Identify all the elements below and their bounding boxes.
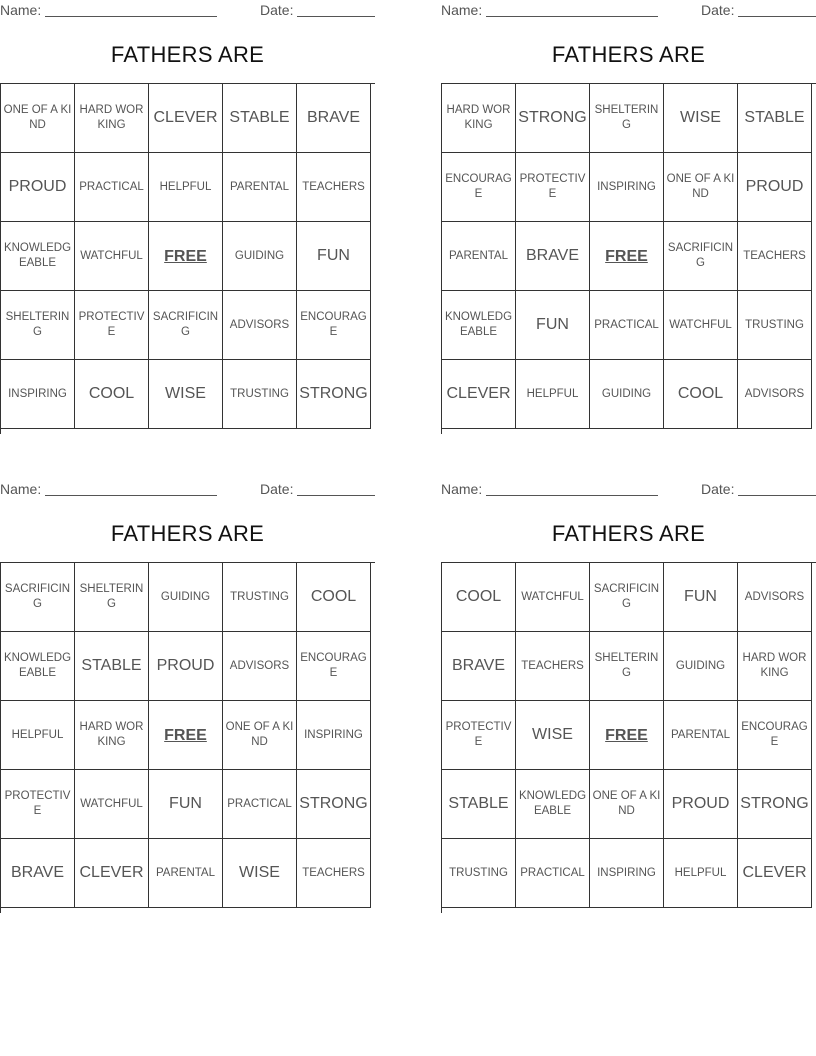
bingo-cell: STRONG	[297, 360, 371, 429]
free-space-cell: FREE	[590, 701, 664, 770]
bingo-cell: PARENTAL	[149, 839, 223, 908]
date-blank-line	[297, 495, 375, 496]
bingo-cell: KNOWLEDGEABLE	[1, 222, 75, 291]
bingo-card-3	[0, 479, 375, 881]
bingo-cell: PROTECTIVE	[516, 153, 590, 222]
bingo-cell: HELPFUL	[1, 701, 75, 770]
bingo-cell: PROTECTIVE	[1, 770, 75, 839]
bingo-grid	[0, 83, 375, 434]
bingo-cell: HARD WORKING	[75, 701, 149, 770]
bingo-cell: ADVISORS	[223, 291, 297, 360]
bingo-cell: KNOWLEDGEABLE	[1, 632, 75, 701]
bingo-cell: PRACTICAL	[590, 291, 664, 360]
bingo-grid	[441, 562, 816, 913]
bingo-cell: TRUSTING	[223, 563, 297, 632]
bingo-cell: WISE	[149, 360, 223, 429]
bingo-cell: SACRIFICING	[1, 563, 75, 632]
bingo-cell: TRUSTING	[223, 360, 297, 429]
bingo-cell: WATCHFUL	[75, 770, 149, 839]
bingo-cell: ONE OF A KIND	[1, 84, 75, 153]
bingo-cell: HELPFUL	[664, 839, 738, 908]
bingo-cell: COOL	[75, 360, 149, 429]
bingo-cell: STRONG	[738, 770, 812, 839]
bingo-cell: COOL	[664, 360, 738, 429]
bingo-cell: WISE	[223, 839, 297, 908]
bingo-cell: ONE OF A KIND	[664, 153, 738, 222]
bingo-cell: GUIDING	[590, 360, 664, 429]
name-label: Name:	[0, 481, 42, 497]
bingo-cell: PROUD	[1, 153, 75, 222]
bingo-cell: GUIDING	[223, 222, 297, 291]
bingo-cell: PROUD	[149, 632, 223, 701]
bingo-cell: ENCOURAGE	[738, 701, 812, 770]
bingo-cell: SACRIFICING	[590, 563, 664, 632]
bingo-cell: WISE	[664, 84, 738, 153]
bingo-grid	[441, 83, 816, 434]
bingo-cell: PRACTICAL	[516, 839, 590, 908]
name-label: Name:	[0, 2, 42, 18]
free-space-cell: FREE	[149, 701, 223, 770]
bingo-cell: BRAVE	[516, 222, 590, 291]
card-title: FATHERS ARE	[110, 521, 265, 546]
bingo-cell: CLEVER	[442, 360, 516, 429]
bingo-cell: WATCHFUL	[516, 563, 590, 632]
bingo-cell: INSPIRING	[297, 701, 371, 770]
bingo-cell: FUN	[149, 770, 223, 839]
bingo-cell: ADVISORS	[223, 632, 297, 701]
bingo-cell: SACRIFICING	[664, 222, 738, 291]
bingo-cell: WATCHFUL	[664, 291, 738, 360]
bingo-cell: SHELTERING	[590, 632, 664, 701]
date-label: Date:	[701, 481, 735, 497]
bingo-cell: INSPIRING	[1, 360, 75, 429]
name-blank-line	[486, 495, 658, 496]
bingo-cell: WISE	[516, 701, 590, 770]
bingo-cell: COOL	[297, 563, 371, 632]
name-label: Name:	[441, 2, 483, 18]
bingo-cell: PROTECTIVE	[75, 291, 149, 360]
bingo-cell: CLEVER	[738, 839, 812, 908]
free-space-cell: FREE	[590, 222, 664, 291]
bingo-card-2	[441, 0, 816, 402]
date-label: Date:	[260, 481, 294, 497]
bingo-cell: ENCOURAGE	[297, 291, 371, 360]
bingo-cell: SHELTERING	[1, 291, 75, 360]
bingo-cell: BRAVE	[442, 632, 516, 701]
date-blank-line	[738, 495, 816, 496]
bingo-cell: PROUD	[738, 153, 812, 222]
bingo-cell: INSPIRING	[590, 153, 664, 222]
name-date-header	[441, 479, 816, 501]
bingo-cell: WATCHFUL	[75, 222, 149, 291]
bingo-cell: KNOWLEDGEABLE	[442, 291, 516, 360]
bingo-cell: CLEVER	[75, 839, 149, 908]
card-title: FATHERS ARE	[110, 42, 265, 67]
bingo-cell: SACRIFICING	[149, 291, 223, 360]
bingo-cell: FUN	[297, 222, 371, 291]
bingo-cell: ONE OF A KIND	[590, 770, 664, 839]
bingo-cell: ENCOURAGE	[442, 153, 516, 222]
bingo-cell: PRACTICAL	[223, 770, 297, 839]
bingo-cell: PARENTAL	[442, 222, 516, 291]
bingo-cell: KNOWLEDGEABLE	[516, 770, 590, 839]
free-space-cell: FREE	[149, 222, 223, 291]
bingo-cell: HARD WORKING	[738, 632, 812, 701]
date-blank-line	[297, 16, 375, 17]
bingo-card-4	[441, 479, 816, 881]
bingo-cell: TEACHERS	[297, 839, 371, 908]
bingo-cell: INSPIRING	[590, 839, 664, 908]
name-date-header	[441, 0, 816, 22]
bingo-cell: HELPFUL	[149, 153, 223, 222]
bingo-cell: ADVISORS	[738, 563, 812, 632]
bingo-cell: PROUD	[664, 770, 738, 839]
date-label: Date:	[260, 2, 294, 18]
bingo-cell: STABLE	[223, 84, 297, 153]
bingo-cell: HARD WORKING	[75, 84, 149, 153]
bingo-cell: GUIDING	[149, 563, 223, 632]
bingo-cell: FUN	[516, 291, 590, 360]
bingo-cell: SHELTERING	[590, 84, 664, 153]
bingo-cell: TRUSTING	[442, 839, 516, 908]
bingo-cell: PARENTAL	[223, 153, 297, 222]
date-label: Date:	[701, 2, 735, 18]
bingo-cell: FUN	[664, 563, 738, 632]
bingo-cell: HELPFUL	[516, 360, 590, 429]
bingo-cell: STABLE	[75, 632, 149, 701]
bingo-cell: ADVISORS	[738, 360, 812, 429]
bingo-card-1	[0, 0, 375, 402]
bingo-cell: PROTECTIVE	[442, 701, 516, 770]
name-blank-line	[45, 495, 217, 496]
card-title: FATHERS ARE	[551, 521, 706, 546]
bingo-cell: ONE OF A KIND	[223, 701, 297, 770]
date-blank-line	[738, 16, 816, 17]
bingo-cell: COOL	[442, 563, 516, 632]
name-blank-line	[486, 16, 658, 17]
bingo-cell: GUIDING	[664, 632, 738, 701]
bingo-cell: BRAVE	[1, 839, 75, 908]
bingo-cell: STRONG	[516, 84, 590, 153]
name-date-header	[0, 0, 375, 22]
bingo-cell: TEACHERS	[297, 153, 371, 222]
bingo-cell: TEACHERS	[738, 222, 812, 291]
name-date-header	[0, 479, 375, 501]
bingo-cell: ENCOURAGE	[297, 632, 371, 701]
bingo-cell: HARD WORKING	[442, 84, 516, 153]
bingo-cell: STABLE	[738, 84, 812, 153]
bingo-cell: TRUSTING	[738, 291, 812, 360]
bingo-cell: SHELTERING	[75, 563, 149, 632]
bingo-cell: PARENTAL	[664, 701, 738, 770]
bingo-cell: STRONG	[297, 770, 371, 839]
name-label: Name:	[441, 481, 483, 497]
bingo-cell: TEACHERS	[516, 632, 590, 701]
bingo-grid	[0, 562, 375, 913]
bingo-cell: BRAVE	[297, 84, 371, 153]
bingo-cell: STABLE	[442, 770, 516, 839]
card-title: FATHERS ARE	[551, 42, 706, 67]
bingo-cell: CLEVER	[149, 84, 223, 153]
bingo-cell: PRACTICAL	[75, 153, 149, 222]
name-blank-line	[45, 16, 217, 17]
